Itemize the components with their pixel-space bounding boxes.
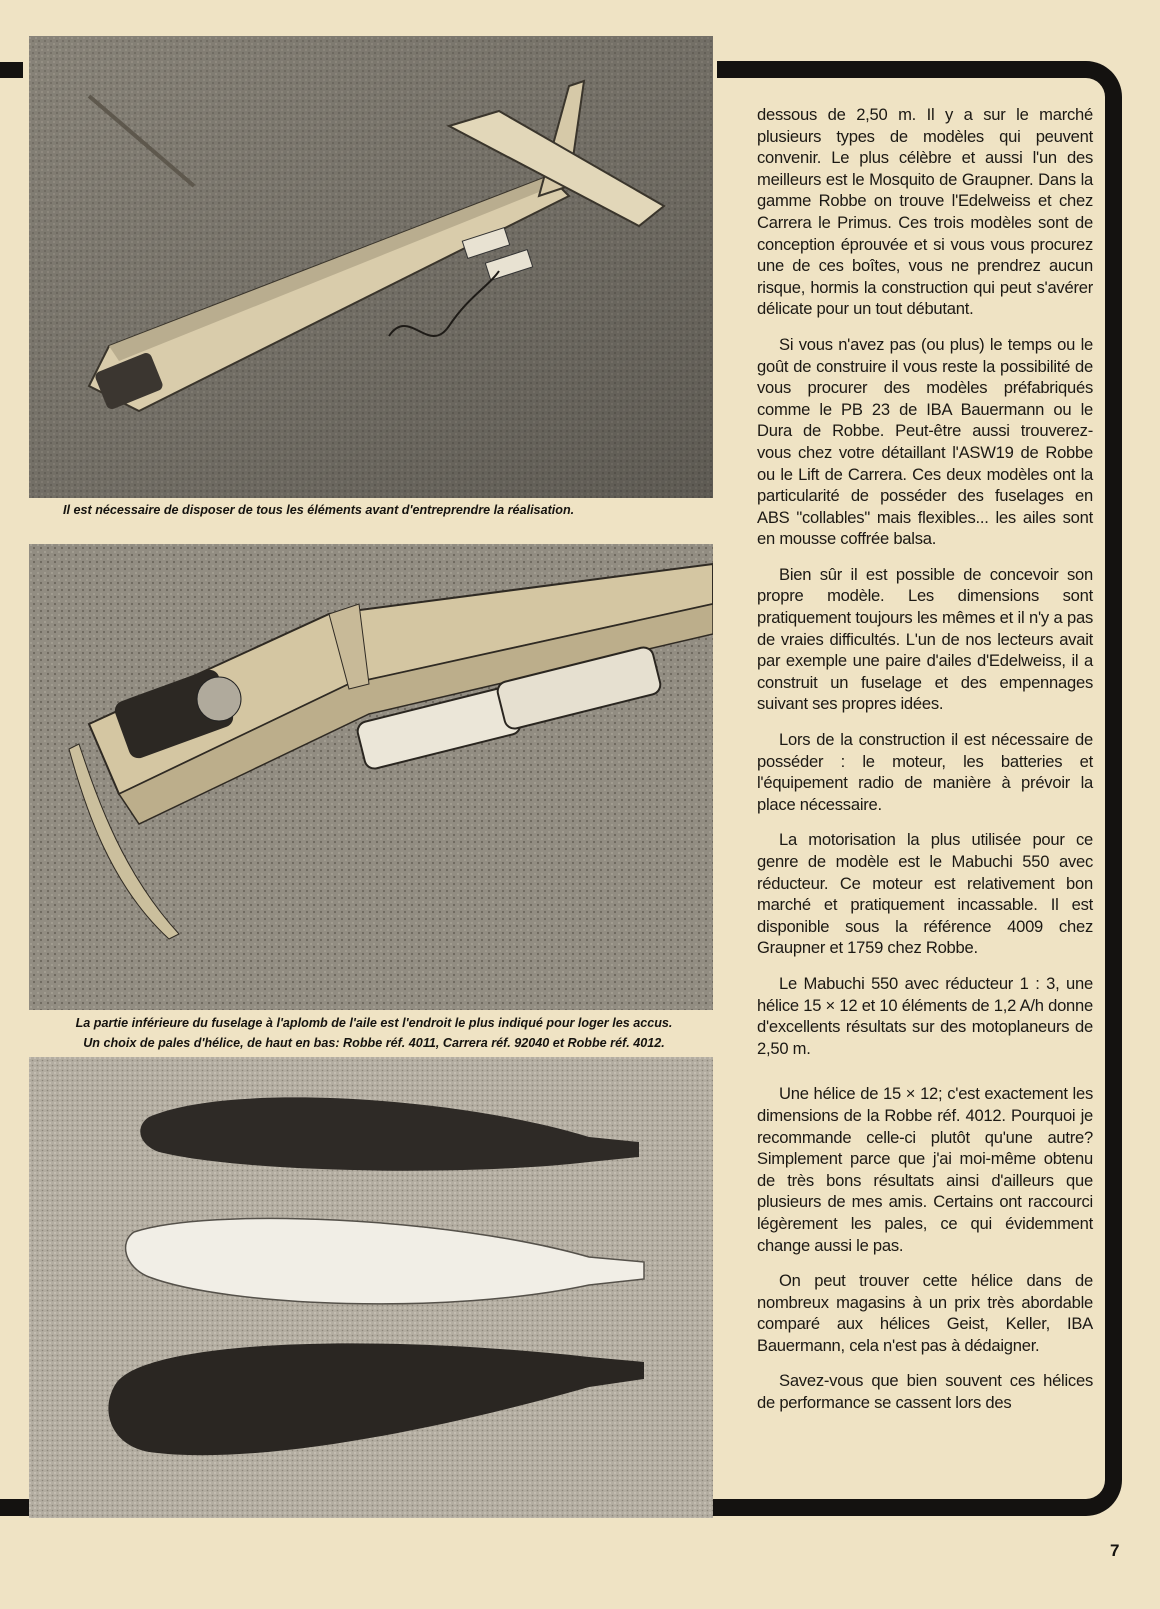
article-paragraph-6: Le Mabuchi 550 avec réducteur 1 : 3, une hélice 15 × 12 et 10 éléments de 1,2 A/h donne d'excellents résultats sur des motoplaneurs de 2,50 m.: [757, 973, 1093, 1058]
article-paragraph-8: On peut trouver cette hélice dans de nombreux magasins à un prix très abordable comparé aux hélices Geist, Keller, IBA Bauermann, cela n'est pas à dédaigner.: [757, 1271, 1093, 1355]
article-paragraph-1: dessous de 2,50 m. Il y a sur le marché plusieurs types de modèles qui peuvent convenir. Le plus célèbre et aussi l'un des meilleurs est le Mosquito de Graupner. Dans la gamme Robbe on trouve l'Edelweiss et chez Carrera le Primus. Ces trois modèles sont de conception éprouvée et si vous vous procurez une de ces boîtes, vous ne prendrez aucun risque, hormis la construction qui peut s'avérer délicate pour un tout débutant.: [757, 105, 1093, 319]
article-paragraph-5: La motorisation la plus utilisée pour ce genre de modèle est le Mabuchi 550 avec réducteur. Ce moteur est relativement bon marché et pratiquement incassable. Il est disponible sous la référence 4009 chez Graupner et 1759 chez Robbe.: [757, 830, 1093, 958]
article-paragraph-3: Bien sûr il est possible de concevoir son propre modèle. Les dimensions sont pratiquement toujours les mêmes et il n'y a pas de vraies difficultés. L'un de nos lecteurs avait par exemple une paire d'ailes d'Edelweiss, il a construit un fuselage et des empennages suivant ses propres idées.: [757, 564, 1093, 714]
photo-glider-parts: [29, 36, 713, 498]
photo-fuselage-batteries: [29, 544, 713, 1010]
photo-propeller-blades: [29, 1057, 713, 1518]
article-paragraph-2: Si vous n'avez pas (ou plus) le temps ou le goût de construire il vous reste la possibilité de vous procurer des modèles préfabriqués comme le PB 23 de IBA Bauermann ou le Dura de Robbe. Peut-être aussi trouverez-vous chez votre détaillant l'ASW19 de Robbe ou le Lift de Carrera. Ces deux modèles ont la particularité de posséder des fuselages en ABS "collables" mais flexibles... les ailes sont en mousse coffrée balsa.: [757, 334, 1093, 549]
caption-photo-1: Il est nécessaire de disposer de tous les éléments avant d'entreprendre la réalisation.: [63, 503, 575, 517]
article-paragraph-9: Savez-vous que bien souvent ces hélices de performance se cassent lors des: [757, 1371, 1093, 1413]
caption-photo-3: Un choix de pales d'hélice, de haut en bas: Robbe réf. 4011, Carrera réf. 92040 et Robbe réf. 4012.: [83, 1036, 665, 1050]
frame-bar-left: [0, 62, 23, 78]
article-text: [757, 104, 1093, 1428]
article-paragraph-4: Lors de la construction il est nécessaire de posséder : le moteur, les batteries et l'équipement radio de manière à prévoir la place nécessaire.: [757, 730, 1093, 814]
caption-photo-2: La partie inférieure du fuselage à l'aplomb de l'aile est l'endroit le plus indiqué pour loger les accus.: [75, 1016, 673, 1030]
page-number: 7: [1110, 1541, 1120, 1560]
article-paragraph-7: Une hélice de 15 × 12; c'est exactement les dimensions de la Robbe réf. 4012. Pourquoi je recommande celle-ci plutôt qu'une autre? Simplement parce que j'ai moi-même obtenu de très bons résultats ainsi d'ailleurs que plusieurs de mes amis. Certains ont raccourci légèrement les pales, ce qui évidemment change aussi le pas.: [757, 1084, 1093, 1255]
